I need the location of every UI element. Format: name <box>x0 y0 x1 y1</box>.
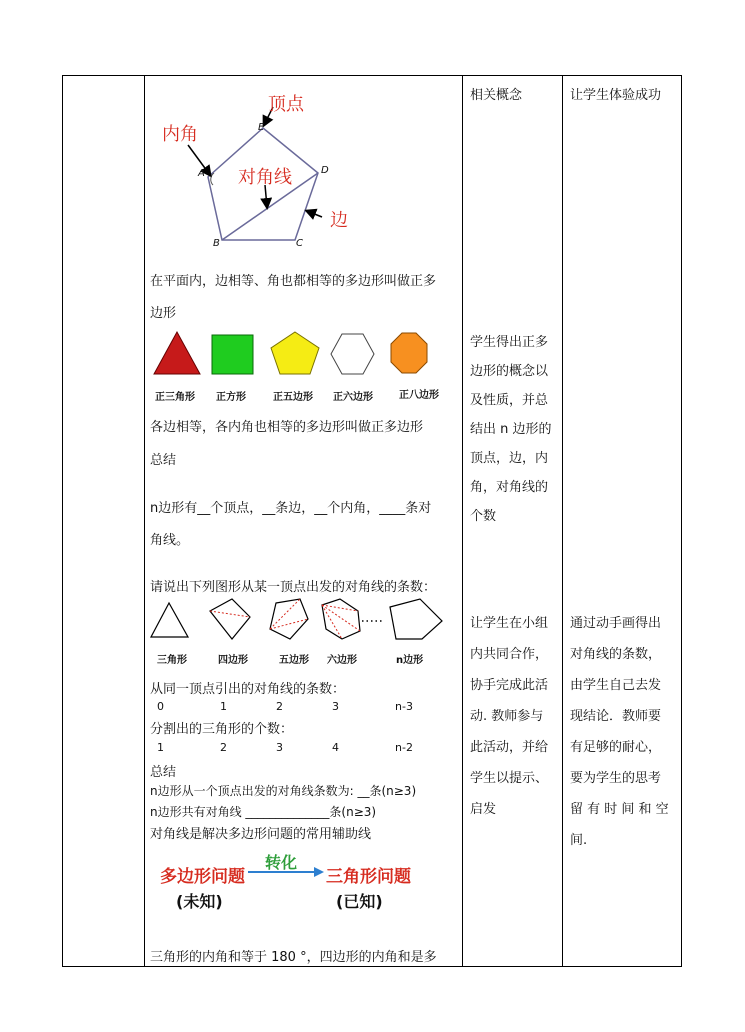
summary-text-2: 总结 <box>150 453 177 468</box>
formula-2: n边形共有对角线 ______________条(n≥3) <box>150 805 377 819</box>
polygon-label-pentagon: 五边形 <box>279 655 309 666</box>
interior-angle-label: 内角 <box>162 124 198 145</box>
n-gon-shape <box>390 599 442 639</box>
table-border-left <box>62 75 63 967</box>
polygons-with-diagonals <box>150 597 450 647</box>
nside-text-2: 角线。 <box>150 533 190 548</box>
table-border-top <box>62 75 682 76</box>
shape-label-pentagon: 正五边形 <box>273 392 313 403</box>
summary2: 总结 <box>150 765 177 780</box>
regular-pentagon <box>271 332 319 374</box>
col3-low-line: 内共同合作， <box>470 647 549 662</box>
formula-1: n边形从一个顶点出发的对角线条数为: __条(n≥3) <box>150 784 417 798</box>
col3-mid-line: 个数 <box>470 509 497 524</box>
triangle-count-0: 1 <box>157 741 164 754</box>
question-text: 请说出下列图形从某一顶点出发的对角线的条数： <box>150 580 437 595</box>
col3-mid-line: 学生得出正多 <box>470 335 549 350</box>
point-d: D <box>321 165 329 176</box>
table-col-divider-3 <box>562 75 563 967</box>
col3-low-line: 让学生在小组 <box>470 616 549 631</box>
quadrilateral-shape <box>210 599 250 639</box>
diag-count-n: n-3 <box>395 700 413 713</box>
regular-triangle <box>154 332 200 374</box>
point-a: A <box>198 168 205 179</box>
col4-low-line: 由学生自己去发 <box>570 678 662 693</box>
col3-low <box>470 608 548 825</box>
shape-label-hexagon: 正六边形 <box>333 392 373 403</box>
point-c: C <box>296 238 303 249</box>
col4-low-line: 现结论．教师要 <box>570 709 662 724</box>
col3-low-line: 动. 教师参与 <box>470 709 544 724</box>
polygon-label-triangle: 三角形 <box>157 655 187 666</box>
polygon-label-ngon: n边形 <box>396 655 424 666</box>
col3-mid <box>470 328 552 531</box>
col3-mid-line: 顶点，边，内 <box>470 451 549 466</box>
triangle-count-1: 2 <box>220 741 227 754</box>
triangle-count-n: n-2 <box>395 741 413 754</box>
square <box>212 335 253 374</box>
transform-right-sub: (已知) <box>336 892 383 911</box>
col3-low-line: 学生以提示、 <box>470 771 549 786</box>
regular-hexagon <box>331 334 374 374</box>
diag-count-0: 0 <box>157 700 164 713</box>
polygon-label-hexagon: 六边形 <box>327 655 357 666</box>
regular-polygons <box>150 330 450 380</box>
point-b: B <box>213 238 220 249</box>
summary-text-1: 各边相等，各内角也相等的多边形叫做正多边形 <box>150 420 424 435</box>
triangle-count-2: 3 <box>276 741 283 754</box>
table-border-right <box>681 75 682 967</box>
col3-low-line: 此活动，并给 <box>470 740 549 755</box>
triangle-shape <box>151 603 188 637</box>
last-line: 三角形的内角和等于 180 °，四边形的内角和是多 <box>150 950 437 965</box>
regular-octagon <box>391 333 427 373</box>
col4-top: 让学生体验成功 <box>570 88 662 103</box>
side-label: 边 <box>330 210 348 231</box>
col4-low-line: 要为学生的思考 <box>570 771 662 786</box>
point-e: E <box>258 122 265 133</box>
table-col-divider-2 <box>462 75 463 967</box>
transform-left: 多边形问题 <box>160 867 245 887</box>
col4-low-line: 间. <box>570 833 588 848</box>
arrow-side <box>307 211 322 217</box>
shape-label-triangle: 正三角形 <box>155 392 195 403</box>
col4-low-line: 对角线的条数， <box>570 647 662 662</box>
transform-arrow-label: 转化 <box>265 853 298 872</box>
col4-low-line: 留 有 时 间 和 空 <box>570 802 669 817</box>
triangle-count-3: 4 <box>332 741 339 754</box>
diag-count-title: 从同一顶点引出的对角线的条数： <box>150 682 346 697</box>
shape-label-octagon: 正八边形 <box>399 390 439 401</box>
col3-mid-line: 边形的概念以 <box>470 364 549 379</box>
col3-low-line: 启发 <box>470 802 497 817</box>
nside-text-1: n边形有__个顶点，__条边，__个内角，____条对 <box>150 501 432 516</box>
vertex-label: 顶点 <box>268 94 304 115</box>
shape-label-square: 正方形 <box>216 392 246 403</box>
col3-mid-line: 角，对角线的 <box>470 480 549 495</box>
diag-count-1: 1 <box>220 700 227 713</box>
hexagon-shape <box>322 599 360 639</box>
diag-count-2: 2 <box>276 700 283 713</box>
col3-top: 相关概念 <box>470 88 523 103</box>
transform-left-sub: (未知) <box>176 892 223 911</box>
col4-low-line: 有足够的耐心， <box>570 740 662 755</box>
transform-right: 三角形问题 <box>326 867 411 887</box>
transform-arrow <box>248 866 326 878</box>
col3-mid-line: 结出 n 边形的 <box>470 422 552 437</box>
col3-mid-line: 及性质，并总 <box>470 393 549 408</box>
table-col-divider-1 <box>144 75 145 967</box>
col4-low <box>570 608 669 856</box>
col3-low-line: 协手完成此活 <box>470 678 549 693</box>
definition-text-1: 在平面内，边相等、角也都相等的多边形叫做正多 <box>150 274 437 289</box>
pentagon-shape-2 <box>270 599 308 639</box>
formula-3: 对角线是解决多边形问题的常用辅助线 <box>150 827 372 842</box>
definition-text-2: 边形 <box>150 306 177 321</box>
table-border-bottom <box>62 966 682 967</box>
diagonal-label: 对角线 <box>238 167 292 188</box>
polygon-label-quadrilateral: 四边形 <box>218 655 248 666</box>
triangle-count-title: 分割出的三角形的个数： <box>150 722 294 737</box>
diag-count-3: 3 <box>332 700 339 713</box>
col4-low-line: 通过动手画得出 <box>570 616 662 631</box>
